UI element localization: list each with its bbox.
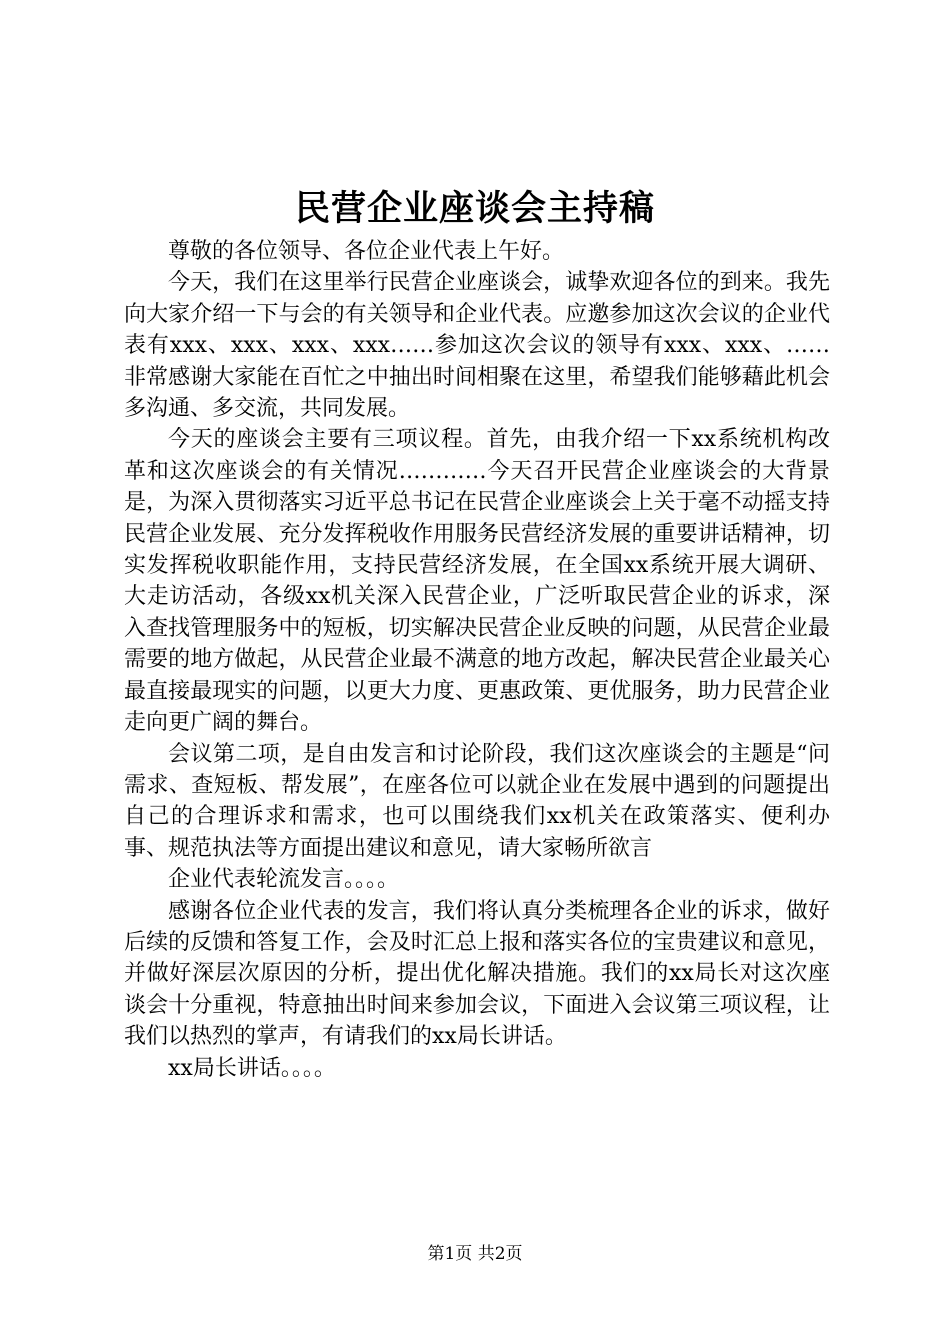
document-body: [124, 236, 830, 1084]
paragraph-agenda-one: 今天的座谈会主要有三项议程。首先，由我介绍一下xx系统机构改革和这次座谈会的有关情况…………今天召开民营企业座谈会的大背景是，为深入贯彻落实习近平总书记在民营企业座谈会上关于毫不动摇支持民营企业发展、充分发挥税收作用服务民营经济发展的重要讲话精神，切实发挥税收职能作用，支持民营经济发展，在全国xx系统开展大调研、大走访活动，各级xx机关深入民营企业，广泛听取民营企业的诉求，深入查找管理服务中的短板，切实解决民营企业反映的问题，从民营企业最需要的地方做起，从民营企业最不满意的地方改起，解决民营企业最关心最直接最现实的问题，以更大力度、更惠政策、更优服务，助力民营企业走向更广阔的舞台。: [124, 427, 830, 736]
paragraph-representatives-speak: 企业代表轮流发言。。。。: [168, 867, 400, 893]
paragraph-director-speech: xx局长讲话。。。。: [168, 1055, 336, 1081]
page-footer: 第1页 共2页: [427, 1244, 523, 1264]
paragraph-thanks: 感谢各位企业代表的发言，我们将认真分类梳理各企业的诉求，做好后续的反馈和答复工作，会及时汇总上报和落实各位的宝贵建议和意见，并做好深层次原因的分析，提出优化解决措施。我们的xx局长对这次座谈会十分重视，特意抽出时间来参加会议，下面进入会议第三项议程，让我们以热烈的掌声，有请我们的xx局长讲话。: [124, 898, 830, 1050]
paragraph-greeting: 尊敬的各位领导、各位企业代表上午好。: [168, 239, 565, 264]
paragraph-agenda-two: 会议第二项，是自由发言和讨论阶段，我们这次座谈会的主题是“问需求、查短板、帮发展”，在座各位可以就企业在发展中遇到的问题提出自己的合理诉求和需求，也可以围绕我们xx机关在政策落实、便利办事、规范执法等方面提出建议和意见，请大家畅所欲言: [124, 741, 830, 861]
paragraph-welcome: 今天，我们在这里举行民营企业座谈会，诚挚欢迎各位的到来。我先向大家介绍一下与会的有关领导和企业代表。应邀参加这次会议的企业代表有xxx、xxx、xxx、xxx……参加这次会议的领导有xxx、xxx、……非常感谢大家能在百忙之中抽出时间相聚在这里，希望我们能够藉此机会多沟通、多交流，共同发展。: [124, 270, 830, 422]
document-title: 民营企业座谈会主持稿: [294, 188, 655, 229]
